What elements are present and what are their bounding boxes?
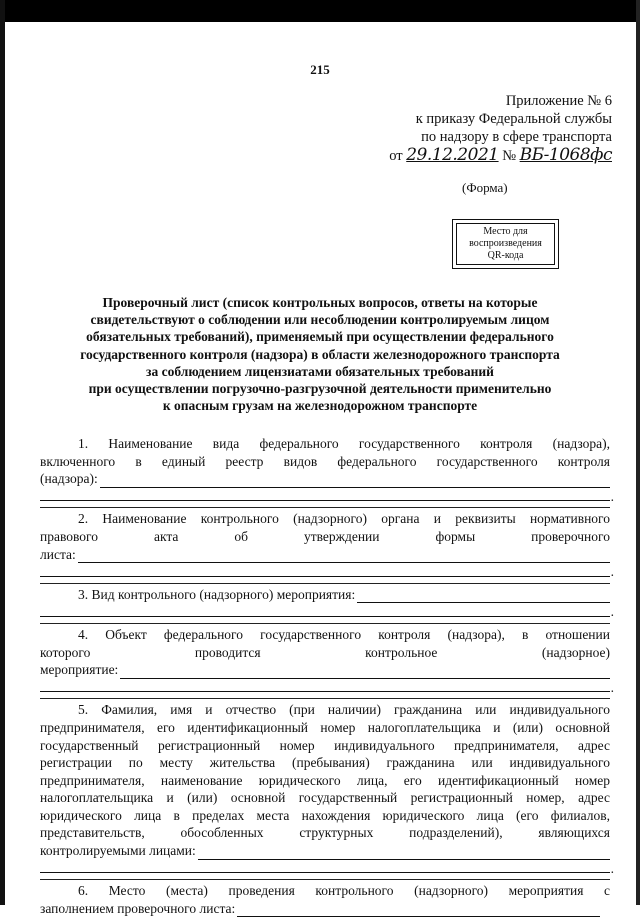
period: .: [610, 604, 614, 620]
title-line: обязательных требований), применяемый при осуществлении федерального: [86, 329, 554, 345]
title-line: при осуществлении погрузочно-разгрузочной деятельности применительно: [88, 381, 552, 397]
section-2-input-line[interactable]: [78, 550, 610, 563]
number-prefix: №: [502, 148, 517, 164]
date-prefix: от: [389, 148, 403, 164]
section-6: [40, 882, 610, 917]
appendix-line-2: к приказу Федеральной службы: [415, 111, 612, 127]
section-6-line-2: заполнением проверочного листа:: [40, 900, 236, 916]
period: .: [610, 679, 614, 695]
qr-label-3: QR-кода: [487, 250, 524, 261]
section-1: [40, 435, 614, 505]
section-5-line-4: регистрации по месту жительства (пребывания) гражданина или индивидуального: [40, 755, 610, 771]
section-1-line-2: включенного в единый реестр видов федерального государственного контроля: [40, 453, 610, 469]
scan-left-border: [0, 0, 5, 905]
section-2: [40, 510, 614, 580]
section-5-line-8: представительств, обособленных структурных подразделений), являющихся: [40, 825, 610, 841]
qr-label-2: воспроизведения: [469, 238, 542, 249]
section-4: [40, 626, 614, 696]
title-line: свидетельствуют о соблюдении или несоблюдении контролируемым лицом: [90, 312, 550, 328]
form-sections: [40, 435, 614, 917]
title-line: Проверочный лист (список контрольных вопросов, ответы на которые: [102, 295, 538, 310]
section-5-line-2: предпринимателя, его идентификационный номер налогоплательщика и (или) основной: [40, 719, 610, 735]
qr-label-1: Место для: [483, 226, 528, 237]
scan-right-border: [636, 0, 640, 905]
period: .: [610, 488, 614, 504]
appendix-date-line: [389, 146, 612, 165]
divider: [40, 698, 610, 699]
section-1-line-3: (надзора):: [40, 471, 98, 487]
divider: [40, 879, 610, 880]
page-number: 215: [310, 62, 330, 77]
handwritten-number: ВБ-1068фс: [519, 145, 612, 165]
section-5: [40, 701, 614, 877]
form-label: (Форма): [462, 180, 508, 195]
appendix-line-3: по надзору в сфере транспорта: [421, 129, 612, 145]
section-5-line-1: 5. Фамилия, имя и отчество (при наличии) гражданина или индивидуального: [78, 702, 610, 718]
section-6-line-1: 6. Место (места) проведения контрольного (надзорного) мероприятия с: [78, 883, 610, 899]
section-3-line-1: 3. Вид контрольного (надзорного) мероприятия:: [78, 586, 356, 602]
appendix-header: [389, 92, 612, 165]
section-2-line-1: 2. Наименование контрольного (надзорного) органа и реквизиты нормативного: [78, 511, 610, 527]
section-6-input-line[interactable]: [237, 904, 600, 917]
section-5-line-9: контролируемыми лицами:: [40, 843, 196, 859]
section-5-input-line[interactable]: [198, 847, 610, 860]
section-1-input-line[interactable]: [100, 475, 610, 488]
title-line: государственного контроля (надзора) в области железнодорожного транспорта: [80, 346, 560, 362]
section-1-line-1: 1. Наименование вида федерального государственного контроля (надзора),: [78, 436, 610, 451]
section-2-line-2: правового акта об утверждении формы проверочного: [40, 528, 610, 544]
scan-top-border: [0, 0, 640, 22]
section-1-input-line-2[interactable]: [40, 500, 610, 501]
divider: [40, 623, 610, 624]
section-5-input-line-2[interactable]: [40, 872, 610, 873]
handwritten-date: 29.12.2021: [406, 145, 499, 165]
section-4-line-3: мероприятие:: [40, 662, 119, 678]
section-5-line-7: юридического лица в пределах места нахождения юридического лица (его филиалов,: [40, 807, 610, 823]
period: .: [610, 564, 614, 580]
qr-code-placeholder: [452, 219, 559, 269]
divider: [40, 507, 610, 508]
section-2-line-3: листа:: [40, 546, 76, 562]
section-4-line-1: 4. Объект федерального государственного контроля (надзора), в отношении: [78, 626, 610, 642]
title-line: за соблюдением лицензиатами обязательных требований: [146, 363, 494, 379]
section-4-input-line[interactable]: [120, 666, 610, 679]
title-line: к опасным грузам на железнодорожном транспорте: [162, 398, 478, 414]
document-title: [55, 294, 585, 414]
section-5-line-6: налогоплательщика и (или) основной государственный регистрационный номер, адрес: [40, 790, 610, 806]
section-3: [40, 586, 614, 621]
section-3-input-line-2[interactable]: [40, 616, 610, 617]
section-5-line-5: предпринимателя, наименование юридического лица, его идентификационный номер: [40, 772, 610, 788]
section-4-line-2: которого проводится контрольное (надзорное): [40, 644, 610, 660]
appendix-line-1: Приложение № 6: [505, 93, 612, 109]
section-4-input-line-2[interactable]: [40, 691, 610, 692]
section-5-line-3: государственный регистрационный номер индивидуального предпринимателя, адрес: [40, 737, 610, 753]
divider: [40, 583, 610, 584]
section-3-input-line[interactable]: [357, 590, 610, 603]
period: .: [610, 860, 614, 876]
section-2-input-line-2[interactable]: [40, 576, 610, 577]
